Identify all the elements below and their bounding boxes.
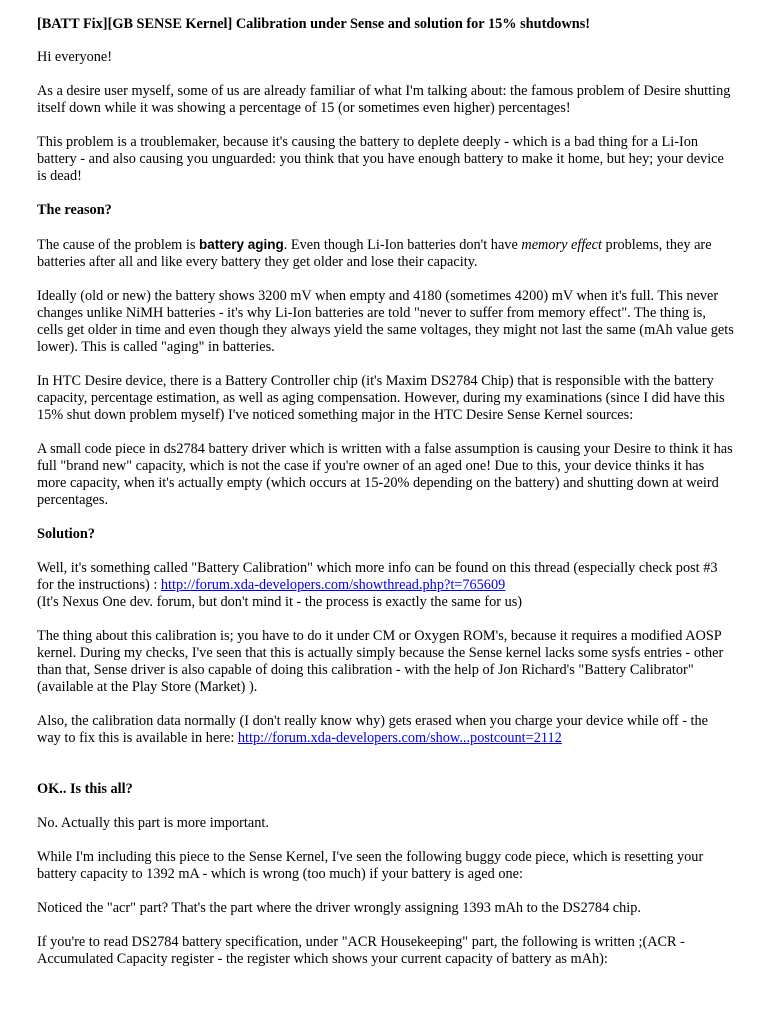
reason-p1-text-c: problems, they are batteries after all and like every battery they get older and lose their capacity. <box>37 237 712 270</box>
solution-p1-text: Well, it's something called "Battery Calibration" which more info can be found on this thread (especially check post #3 for the instructions) : <box>37 560 718 593</box>
solution-heading: Solution? <box>37 526 96 542</box>
ok-paragraph-1: No. Actually this part is more important. <box>37 815 269 831</box>
battery-aging-bold: battery aging <box>198 237 284 252</box>
reason-paragraph-2: Ideally (old or new) the battery shows 3200 mV when empty and 4180 (sometimes 4200) mV when it's full. This never changes unlike NiMH batteries - it's why Li-Ion batteries are told "never to suffer from memory effect". The thing is, cells get older in time and even though they always yield the same voltages, they might not last the same (mAh value gets lower). This is called "aging" in batteries. <box>37 288 734 355</box>
solution-paragraph-1 <box>37 560 734 611</box>
greeting: Hi everyone! <box>37 49 113 65</box>
ok-paragraph-2: While I'm including this piece to the Sense Kernel, I've seen the following buggy code piece, which is resetting your battery capacity to 1392 mA - which is wrong (too much) if your battery is aged one: <box>37 849 704 882</box>
fix-post-link[interactable]: http://forum.xda-developers.com/show...postcount=2112 <box>237 730 562 746</box>
memory-effect-italic: memory effect <box>521 237 602 253</box>
reason-heading: The reason? <box>37 202 112 218</box>
solution-paragraph-3 <box>37 713 734 747</box>
intro-paragraph-1: As a desire user myself, some of us are already familiar of what I'm talking about: the famous problem of Desire shutting itself down while it was showing a percentage of 15 (or sometimes even higher) percentages! <box>37 83 731 116</box>
calibration-thread-link[interactable]: http://forum.xda-developers.com/showthread.php?t=765609 <box>160 577 506 593</box>
ok-paragraph-3: Noticed the "acr" part? That's the part where the driver wrongly assigning 1393 mAh to the DS2784 chip. <box>37 900 641 916</box>
page-title: [BATT Fix][GB SENSE Kernel] Calibration under Sense and solution for 15% shutdowns! <box>37 16 591 32</box>
reason-p1-text-b: . Even though Li-Ion batteries don't have <box>283 237 522 253</box>
reason-p1-text-a: The cause of the problem is <box>37 237 199 253</box>
reason-paragraph-4: A small code piece in ds2784 battery driver which is written with a false assumption is causing your Desire to think it has full "brand new" capacity, which is not the case if you're owner of an aged one! Due to this, your device thinks it has more capacity, when it's actually empty (which occurs at 15-20% depending on the battery) and shutting down at weird percentages. <box>37 441 733 508</box>
solution-paragraph-2: The thing about this calibration is; you have to do it under CM or Oxygen ROM's, because it requires a modified AOSP kernel. During my checks, I've seen that this is actually simply because the Sense kernel lacks some sysfs entries - other than that, Sense driver is also capable of doing this calibration - with the help of Jon Richard's "Battery Calibrator" (available at the Play Store (Market) ). <box>37 628 724 695</box>
intro-paragraph-2: This problem is a troublemaker, because it's causing the battery to deplete deeply - which is a bad thing for a Li-Ion battery - and also causing you unguarded: you think that you have enough battery to make it home, but hey; your device is dead! <box>37 134 724 184</box>
solution-p1-note: (It's Nexus One dev. forum, but don't mind it - the process is exactly the same for us) <box>37 594 523 610</box>
reason-paragraph-3: In HTC Desire device, there is a Battery Controller chip (it's Maxim DS2784 Chip) that is responsible with the battery capacity, percentage estimation, as well as aging compensation. However, during my examinations (since I did have this 15% shut down problem myself) I've noticed something major in the HTC Desire Sense Kernel sources: <box>37 373 725 423</box>
ok-paragraph-4: If you're to read DS2784 battery specification, under "ACR Housekeeping" part, the following is written ;(ACR - Accumulated Capacity register - the register which shows your current capacity of battery as mAh): <box>37 934 685 967</box>
reason-paragraph-1 <box>37 236 734 271</box>
ok-heading: OK.. Is this all? <box>37 781 133 797</box>
solution-p3-text: Also, the calibration data normally (I don't really know why) gets erased when you charge your device while off - the way to fix this is available in here: <box>37 713 709 746</box>
